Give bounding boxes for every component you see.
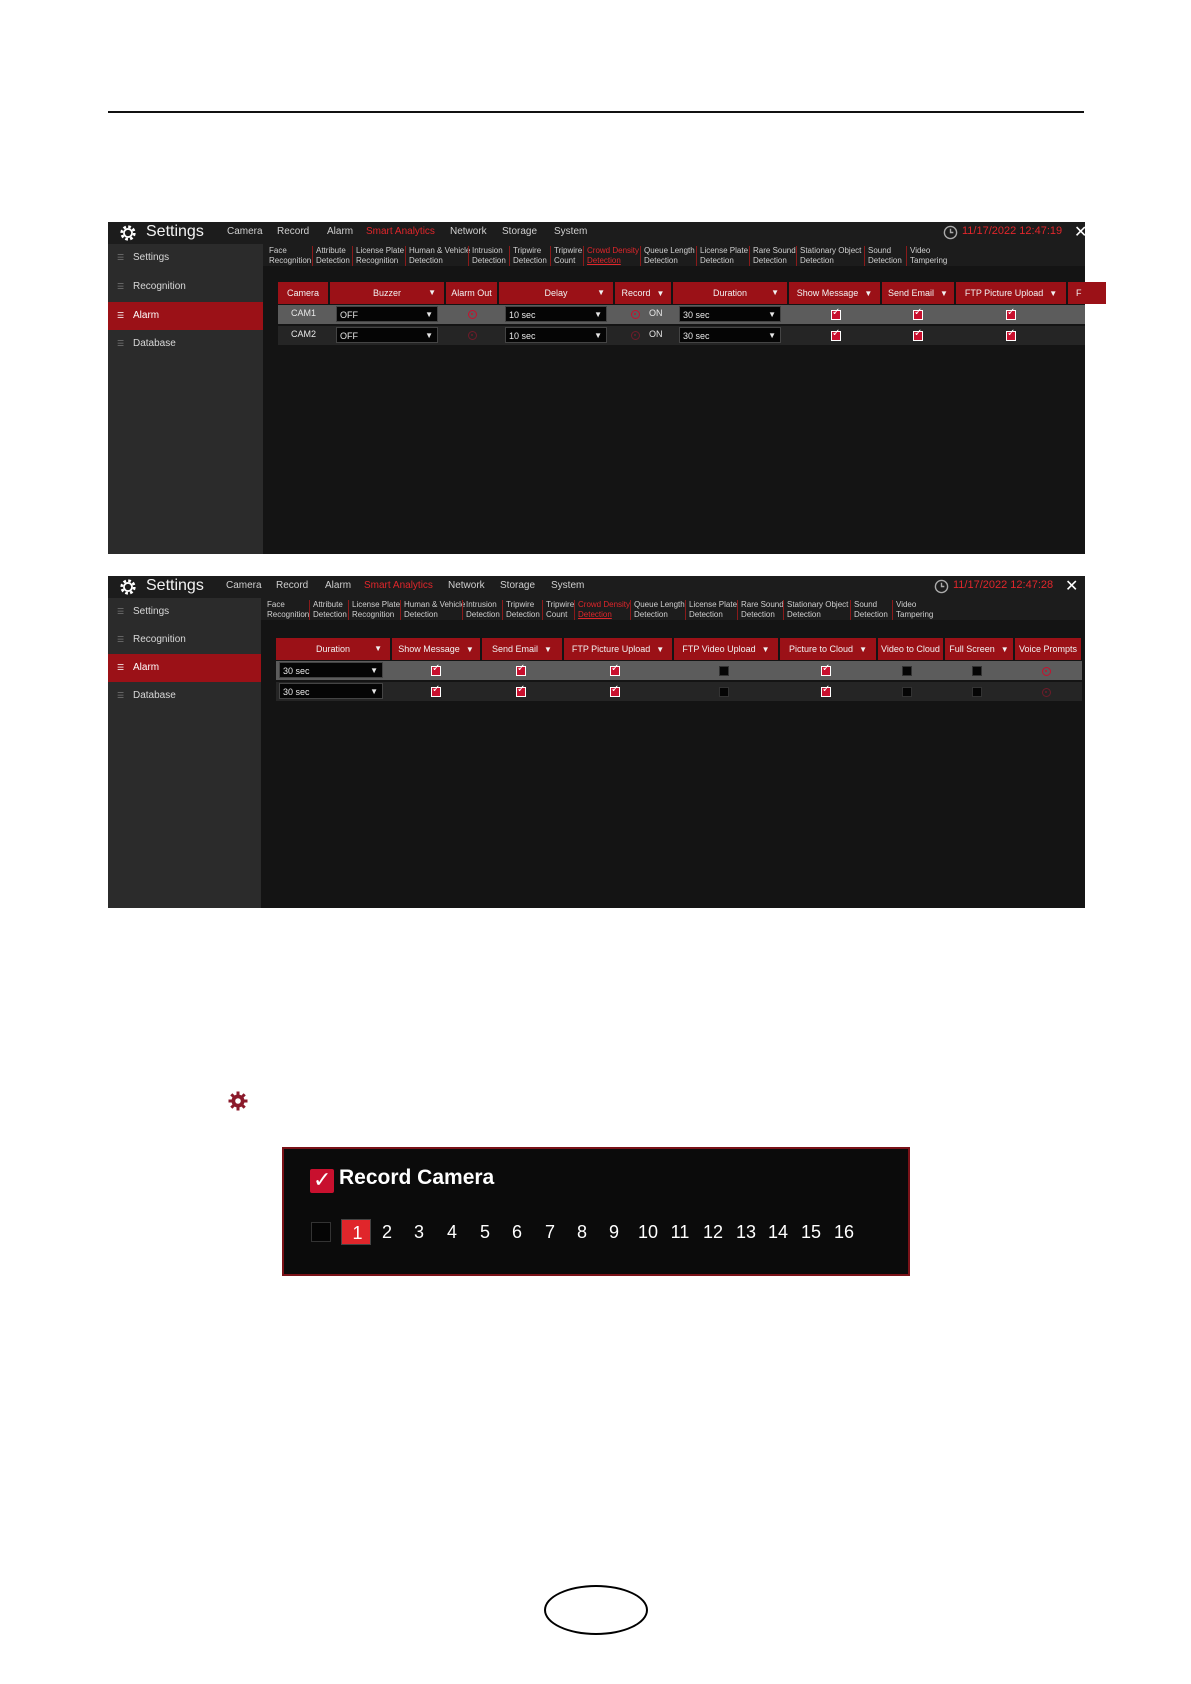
datetime: 11/17/2022 12:47:19 <box>962 225 1063 237</box>
menu-storage[interactable]: Storage <box>502 226 538 237</box>
tab-intrusion-detection[interactable]: Intrusion Detection <box>468 246 506 266</box>
datetime: 11/17/2022 12:47:28 <box>953 579 1054 591</box>
tab-human-vehicle-detection[interactable]: Human & Vehicle Detection <box>400 600 465 620</box>
col-record[interactable]: Record ▼ <box>615 282 671 304</box>
col-ftp-picture-upload[interactable]: FTP Picture Upload ▼ <box>956 282 1066 304</box>
record-icon[interactable] <box>631 310 640 319</box>
settings-gear-icon <box>119 224 137 242</box>
menu-storage[interactable]: Storage <box>500 580 536 591</box>
channel-button[interactable]: 4 <box>446 1222 457 1242</box>
tab-stationary-object-detection[interactable]: Stationary Object Detection <box>796 246 861 266</box>
menu-alarm[interactable]: Alarm <box>327 226 354 237</box>
show-message-checkbox[interactable] <box>431 687 441 697</box>
list-icon: ☰ <box>117 663 125 672</box>
channel-button[interactable]: 2 <box>381 1222 392 1242</box>
col-buzzer[interactable]: Buzzer ▼ <box>330 282 444 304</box>
channel-button[interactable]: 5 <box>479 1222 490 1242</box>
alarm-out-icon[interactable] <box>468 310 477 319</box>
col-show-message[interactable]: Show Message ▼ <box>392 638 480 660</box>
buzzer-select[interactable]: OFF ▼ <box>336 306 438 322</box>
tab-video-tampering[interactable]: Video Tampering <box>906 246 947 266</box>
settings-gear-icon <box>119 578 137 596</box>
clock-icon <box>943 225 958 240</box>
duration-select[interactable]: 30 sec ▼ <box>679 306 781 322</box>
full-screen-checkbox[interactable] <box>972 687 982 697</box>
picture-to-cloud-checkbox[interactable] <box>821 666 831 676</box>
ftp-picture-checkbox[interactable] <box>1006 310 1016 320</box>
clock-icon <box>934 579 949 594</box>
tab-rare-sound-detection[interactable]: Rare Sound Detection <box>749 246 796 266</box>
col-delay[interactable]: Delay ▼ <box>499 282 613 304</box>
tab-tripwire-detection[interactable]: Tripwire Detection <box>502 600 540 620</box>
menu-alarm[interactable]: Alarm <box>325 580 352 591</box>
menu-network[interactable]: Network <box>450 226 487 237</box>
channel-button[interactable]: 10 <box>637 1222 659 1242</box>
tab-sound-detection[interactable]: Sound Detection <box>850 600 888 620</box>
sidebar-item-alarm[interactable]: ☰ Alarm <box>108 654 261 682</box>
col-full-screen[interactable]: Full Screen ▼ <box>945 638 1013 660</box>
channel-button[interactable]: 3 <box>413 1222 424 1242</box>
sidebar-item-settings[interactable]: ☰ Settings <box>117 252 170 263</box>
channel-button[interactable]: 9 <box>608 1222 619 1242</box>
channel-button[interactable]: 14 <box>767 1222 789 1242</box>
tab-video-tampering[interactable]: Video Tampering <box>892 600 933 620</box>
voice-prompts-icon[interactable] <box>1042 667 1051 676</box>
tab-license-plate-detection[interactable]: License Plate Detection <box>696 246 748 266</box>
top-rule <box>108 111 1084 113</box>
channel-button[interactable]: 11 <box>670 1222 690 1242</box>
page-number-oval <box>544 1585 648 1635</box>
col-video-to-cloud[interactable]: Video to Cloud <box>878 638 943 660</box>
send-email-checkbox[interactable] <box>913 310 923 320</box>
gear-icon <box>228 1091 248 1111</box>
sub-tabs <box>261 598 1085 620</box>
list-icon: ☰ <box>117 691 125 700</box>
col-send-email[interactable]: Send Email ▼ <box>882 282 954 304</box>
tab-rare-sound-detection[interactable]: Rare Sound Detection <box>737 600 784 620</box>
tab-human-vehicle-detection[interactable]: Human & Vehicle Detection <box>405 246 470 266</box>
ftp-video-checkbox[interactable] <box>719 666 729 676</box>
menu-camera[interactable]: Camera <box>226 580 262 591</box>
tab-crowd-density-detection[interactable]: Crowd Density Detection <box>574 600 630 620</box>
tab-attribute-detection[interactable]: Attribute Detection <box>312 246 350 266</box>
sidebar-item-recognition[interactable]: ☰ Recognition <box>117 281 186 292</box>
menu-record[interactable]: Record <box>277 226 310 237</box>
sidebar-item-database[interactable]: ☰ Database <box>117 338 176 349</box>
table-row <box>276 682 1082 701</box>
send-email-checkbox[interactable] <box>516 687 526 697</box>
close-icon[interactable]: ✕ <box>1074 224 1088 241</box>
record-status: ON <box>649 329 663 339</box>
tab-face-recognition[interactable]: Face Recognition <box>269 246 312 265</box>
show-message-checkbox[interactable] <box>431 666 441 676</box>
col-picture-to-cloud[interactable]: Picture to Cloud ▼ <box>780 638 876 660</box>
record-status: ON <box>649 308 663 318</box>
close-icon[interactable]: ✕ <box>1065 578 1079 595</box>
channel-button[interactable]: 1 <box>341 1219 371 1245</box>
tab-tripwire-count[interactable]: Tripwire Count <box>550 246 582 266</box>
col-duration[interactable]: Duration ▼ <box>673 282 787 304</box>
record-camera-checkbox[interactable]: ✓ <box>310 1169 334 1193</box>
sidebar-item-alarm[interactable]: ☰ Alarm <box>108 302 263 330</box>
list-icon: ☰ <box>117 607 125 616</box>
sidebar-item-recognition[interactable]: ☰ Recognition <box>117 634 186 645</box>
picture-to-cloud-checkbox[interactable] <box>821 687 831 697</box>
list-icon: ☰ <box>117 339 125 348</box>
settings-title: Settings <box>146 577 204 594</box>
channel-button[interactable]: 13 <box>735 1222 757 1242</box>
channel-button[interactable]: 16 <box>833 1222 855 1242</box>
channel-button[interactable]: 12 <box>702 1222 724 1242</box>
ftp-picture-checkbox[interactable] <box>610 687 620 697</box>
channel-button[interactable]: 6 <box>511 1222 522 1242</box>
voice-prompts-icon[interactable] <box>1042 688 1051 697</box>
duration-select[interactable]: 30 sec ▼ <box>679 327 781 343</box>
alarm-out-icon[interactable] <box>468 331 477 340</box>
sidebar <box>108 598 261 908</box>
col-ftp-video-upload[interactable]: FTP Video Upload ▼ <box>674 638 778 660</box>
tab-tripwire-count[interactable]: Tripwire Count <box>542 600 574 620</box>
duration-select[interactable]: 30 sec ▼ <box>279 662 383 678</box>
ftp-picture-checkbox[interactable] <box>610 666 620 676</box>
top-bar <box>108 576 1085 598</box>
select-all-checkbox[interactable] <box>311 1222 331 1242</box>
menu-system[interactable]: System <box>551 580 585 591</box>
tab-queue-length-detection[interactable]: Queue Length Detection <box>630 600 685 620</box>
table-row <box>276 661 1082 680</box>
list-icon: ☰ <box>117 282 125 291</box>
tab-sound-detection[interactable]: Sound Detection <box>864 246 902 266</box>
tab-license-plate-recognition[interactable]: License Plate Recognition <box>352 246 404 266</box>
col-camera: Camera <box>278 282 328 304</box>
menu-system[interactable]: System <box>554 226 588 237</box>
col-ftp-picture-upload[interactable]: FTP Picture Upload ▼ <box>564 638 672 660</box>
tab-queue-length-detection[interactable]: Queue Length Detection <box>640 246 695 266</box>
col-alarm-out[interactable]: Alarm Out <box>446 282 497 304</box>
video-to-cloud-checkbox[interactable] <box>902 666 912 676</box>
tab-attribute-detection[interactable]: Attribute Detection <box>309 600 347 620</box>
delay-select[interactable]: 10 sec ▼ <box>505 306 607 322</box>
list-icon: ☰ <box>117 253 125 262</box>
menu-network[interactable]: Network <box>448 580 485 591</box>
sidebar-item-settings[interactable]: ☰ Settings <box>117 606 170 617</box>
video-to-cloud-checkbox[interactable] <box>902 687 912 697</box>
alarm-settings-screenshot-1 <box>108 222 1088 554</box>
settings-title: Settings <box>146 223 204 240</box>
buzzer-select[interactable]: OFF ▼ <box>336 327 438 343</box>
channel-button[interactable]: 7 <box>544 1222 555 1242</box>
menu-smart-analytics[interactable]: Smart Analytics <box>366 226 435 237</box>
sub-tabs <box>263 244 1085 266</box>
send-email-checkbox[interactable] <box>913 331 923 341</box>
channel-button[interactable]: 15 <box>800 1222 822 1242</box>
tab-tripwire-detection[interactable]: Tripwire Detection <box>509 246 547 266</box>
list-icon: ☰ <box>117 635 125 644</box>
full-screen-checkbox[interactable] <box>972 666 982 676</box>
menu-record[interactable]: Record <box>276 580 309 591</box>
alarm-settings-screenshot-2 <box>108 576 1085 908</box>
record-camera-panel <box>282 1147 910 1276</box>
camera-name: CAM2 <box>291 329 317 339</box>
tab-license-plate-recognition[interactable]: License Plate Recognition <box>348 600 400 620</box>
menu-smart-analytics[interactable]: Smart Analytics <box>364 580 433 591</box>
send-email-checkbox[interactable] <box>516 666 526 676</box>
tab-license-plate-detection[interactable]: License Plate Detection <box>685 600 737 620</box>
tab-stationary-object-detection[interactable]: Stationary Object Detection <box>783 600 848 620</box>
ftp-video-checkbox[interactable] <box>719 687 729 697</box>
menu-camera[interactable]: Camera <box>227 226 263 237</box>
col-duration[interactable]: Duration ▼ <box>276 638 390 660</box>
delay-select[interactable]: 10 sec ▼ <box>505 327 607 343</box>
col-voice-prompts[interactable]: Voice Prompts <box>1015 638 1081 660</box>
tab-crowd-density-detection[interactable]: Crowd Density Detection <box>583 246 639 266</box>
col-truncated: F <box>1068 282 1106 304</box>
record-camera-title: Record Camera <box>339 1166 495 1189</box>
show-message-checkbox[interactable] <box>831 331 841 341</box>
col-show-message[interactable]: Show Message ▼ <box>789 282 880 304</box>
record-icon[interactable] <box>631 331 640 340</box>
top-bar <box>108 222 1088 244</box>
camera-name: CAM1 <box>291 308 317 318</box>
show-message-checkbox[interactable] <box>831 310 841 320</box>
col-send-email[interactable]: Send Email ▼ <box>482 638 562 660</box>
sidebar-item-database[interactable]: ☰ Database <box>117 690 176 701</box>
ftp-picture-checkbox[interactable] <box>1006 331 1016 341</box>
list-icon: ☰ <box>117 311 125 320</box>
sidebar <box>108 244 263 554</box>
duration-select[interactable]: 30 sec ▼ <box>279 683 383 699</box>
channel-button[interactable]: 8 <box>576 1222 587 1242</box>
tab-face-recognition[interactable]: Face Recognition <box>267 600 310 619</box>
tab-intrusion-detection[interactable]: Intrusion Detection <box>462 600 500 620</box>
